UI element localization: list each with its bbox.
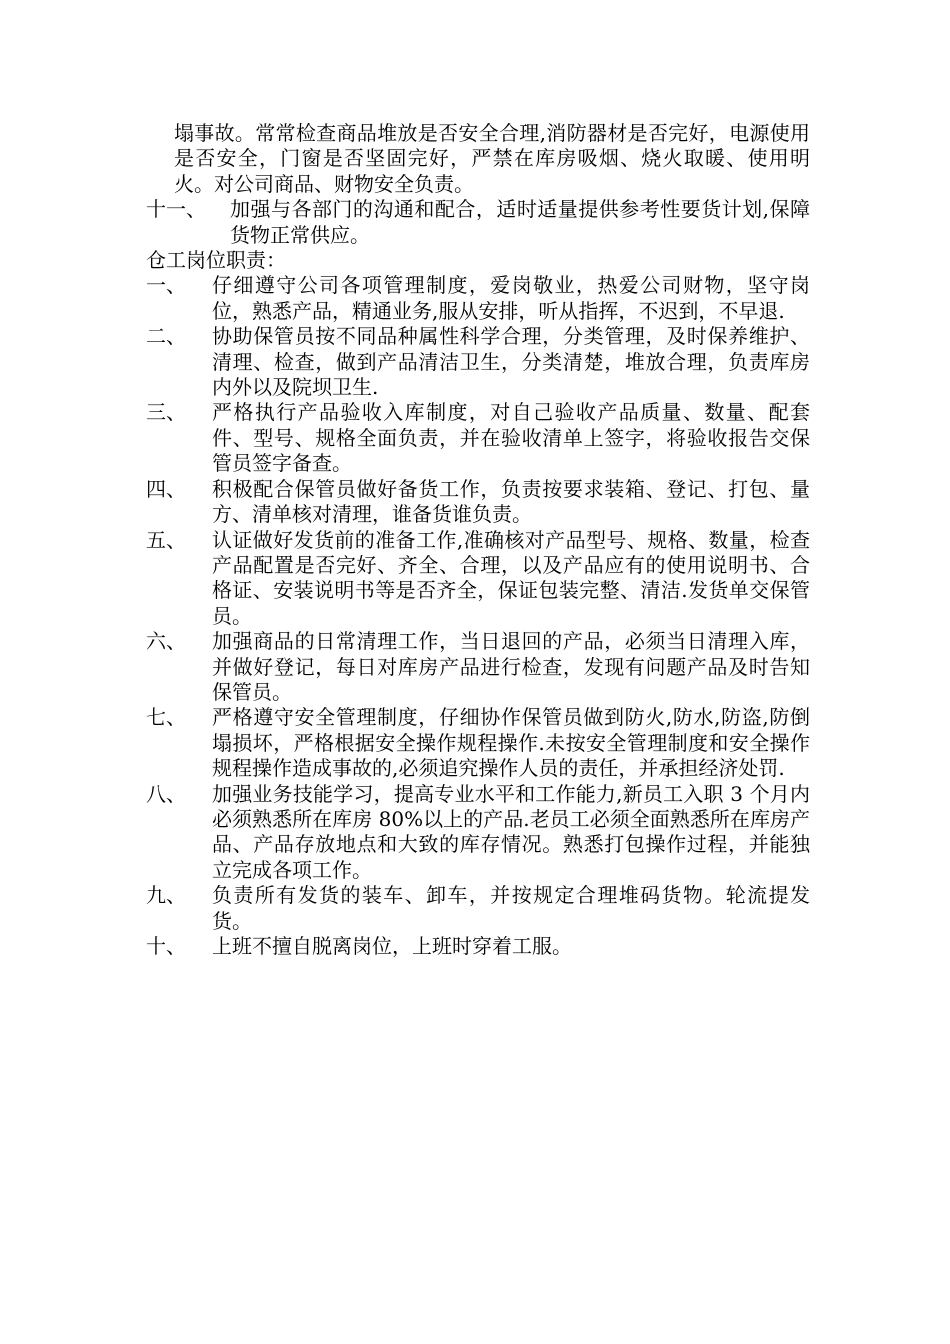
- list-item: [146, 705, 810, 781]
- item-text: 认证做好发货前的准备工作,准确核对产品型号、规格、数量，检查产品配置是否完好、齐全、合理，以及产品应有的使用说明书、合格证、安装说明书等是否齐全，保证包装完整、清洁.发货单交保管员。: [212, 527, 810, 628]
- list-item: [146, 528, 810, 630]
- item-text: 仔细遵守公司各项管理制度，爱岗敬业，热爱公司财物，坚守岗位，熟悉产品，精通业务,服从安排，听从指挥，不迟到，不早退.: [212, 273, 810, 323]
- list-item: [146, 273, 810, 324]
- item-text: 负责所有发货的装车、卸车，并按规定合理堆码货物。轮流提发货。: [212, 883, 810, 933]
- list-item: [146, 324, 810, 400]
- item-number: 一、: [146, 273, 186, 298]
- item-number: 四、: [146, 476, 186, 501]
- item-number: 七、: [146, 705, 186, 730]
- item-text: 加强与各部门的沟通和配合，适时适量提供参考性要货计划,保障货物正常供应。: [230, 197, 810, 247]
- item-number: 十一、: [146, 197, 206, 222]
- continuation-paragraph: 塌事故。常常检查商品堆放是否安全合理,消防器材是否完好，电源使用是否安全，门窗是否坚固完好，严禁在库房吸烟、烧火取暖、使用明火。对公司商品、财物安全负责。: [174, 121, 810, 196]
- item-text: 加强业务技能学习，提高专业水平和工作能力,新员工入职 3 个月内必须熟悉所在库房 80%以上的产品.老员工必须全面熟悉所在库房产品、产品存放地点和大致的库存情况。熟悉打包操作过程，并能独立完成各项工作。: [212, 781, 810, 882]
- list-item: [146, 883, 810, 934]
- item-text: 积极配合保管员做好备货工作，负责按要求装箱、登记、打包、量方、清单核对清理，谁备货谁负责。: [212, 476, 810, 527]
- list-item: [146, 629, 810, 705]
- section-title: 仓工岗位职责：: [146, 248, 286, 273]
- item-text: 上班不擅自脱离岗位，上班时穿着工服。: [212, 934, 572, 958]
- item-text: 严格执行产品验收入库制度，对自己验收产品质量、数量、配套件、型号、规格全面负责，并在验收清单上签字，将验收报告交保管员签字备查。: [212, 400, 810, 476]
- item-number: 三、: [146, 400, 186, 425]
- item-number: 六、: [146, 629, 186, 654]
- item-text: 加强商品的日常清理工作，当日退回的产品，必须当日清理入库，并做好登记，每日对库房产品进行检查，发现有问题产品及时告知保管员。: [212, 629, 810, 704]
- item-number: 九、: [146, 883, 186, 908]
- item-number: 十、: [146, 934, 186, 958]
- list-item: [146, 477, 810, 528]
- item-number: 二、: [146, 324, 186, 349]
- list-item: [146, 934, 810, 959]
- item-number: 五、: [146, 527, 186, 552]
- list-item: [146, 400, 810, 476]
- item-number: 八、: [146, 781, 186, 806]
- item-text: 严格遵守安全管理制度，仔细协作保管员做到防火,防水,防盗,防倒塌损坏，严格根据安全操作规程操作.未按安全管理制度和安全操作规程操作造成事故的,必须追究操作人员的责任，并承担经济处罚.: [212, 705, 810, 781]
- document-body: [146, 121, 810, 959]
- item-text: 协助保管员按不同品种属性科学合理，分类管理，及时保养维护、清理、检查，做到产品清洁卫生，分类清楚，堆放合理，负责库房内外以及院坝卫生.: [212, 324, 810, 400]
- list-item: [146, 782, 810, 884]
- list-item-11: [146, 197, 810, 248]
